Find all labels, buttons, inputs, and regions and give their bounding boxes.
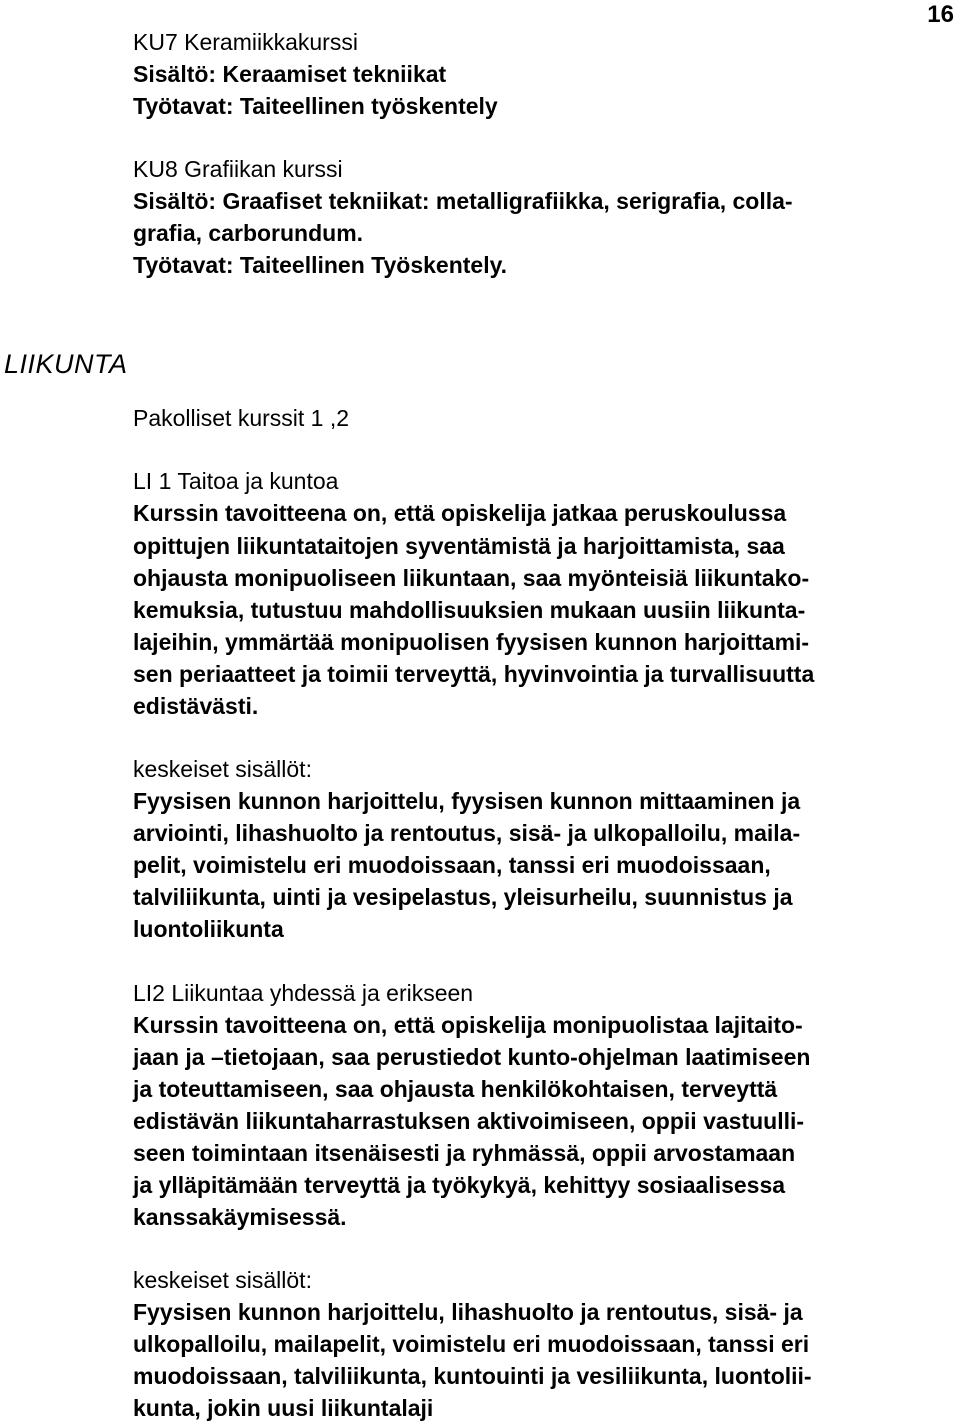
li1-goal-line: ohjausta monipuoliseen liikuntaan, saa myönteisiä liikuntako- [133, 565, 810, 591]
ku8-methods: Työtavat: Taiteellinen Työskentely. [133, 252, 508, 278]
li1-goal-line: opittujen liikuntataitojen syventämistä ja harjoittamista, saa [133, 533, 785, 559]
li1-goal-line: lajeihin, ymmärtää monipuolisen fyysisen kunnon harjoittami- [133, 629, 810, 655]
li2-goal-line: seen toimintaan itsenäisesti ja ryhmässä, oppii arvostamaan [133, 1140, 796, 1166]
li1-key-contents-line: pelit, voimistelu eri muodoissaan, tanssi eri muodoissaan, [133, 852, 771, 878]
mandatory-courses: Pakolliset kurssit 1 ,2 [133, 405, 350, 431]
li2-goal-line: edistävän liikuntaharrastuksen aktivoimiseen, oppii vastuulli- [133, 1108, 805, 1134]
li1-key-contents-line: arviointi, lihashuolto ja rentoutus, sisä- ja ulkopalloilu, maila- [133, 820, 801, 846]
page-number: 16 [927, 1, 954, 28]
li2-goal-line: kanssakäymisessä. [133, 1204, 347, 1230]
li2-key-contents-label: keskeiset sisällöt: [133, 1267, 312, 1293]
li2-goal-line: ja toteuttamiseen, saa ohjausta henkilökohtaisen, terveyttä [133, 1076, 778, 1102]
ku7-course-title: KU7 Keramiikkakurssi [133, 29, 358, 55]
li1-key-contents-line: luontoliikunta [133, 916, 284, 942]
li1-course-title: LI 1 Taitoa ja kuntoa [133, 468, 339, 494]
li1-key-contents-label: keskeiset sisällöt: [133, 756, 312, 782]
li2-key-contents-line: Fyysisen kunnon harjoittelu, lihashuolto ja rentoutus, sisä- ja [133, 1299, 803, 1325]
ku8-content-line: Sisältö: Graafiset tekniikat: metalligrafiikka, serigrafia, colla- [133, 188, 793, 214]
li2-goal-line: ja ylläpitämään terveyttä ja työkykyä, kehittyy sosiaalisessa [133, 1172, 786, 1198]
li2-goal-line: Kurssin tavoitteena on, että opiskelija monipuolistaa lajitaito- [133, 1012, 803, 1038]
li2-key-contents-line: muodoissaan, talviliikunta, kuntouinti ja vesiliikunta, luontolii- [133, 1363, 812, 1389]
li1-key-contents-line: Fyysisen kunnon harjoittelu, fyysisen kunnon mittaaminen ja [133, 788, 801, 814]
li1-goal-line: kemuksia, tutustuu mahdollisuuksien mukaan uusiin liikunta- [133, 597, 806, 623]
li2-key-contents-line: ulkopalloilu, mailapelit, voimistelu eri muodoissaan, tanssi eri [133, 1331, 810, 1357]
ku7-methods: Työtavat: Taiteellinen työskentely [133, 93, 498, 119]
section-heading-liikunta: LIIKUNTA [4, 349, 128, 379]
li1-goal-line: edistävästi. [133, 693, 259, 719]
ku8-content-line: grafia, carborundum. [133, 220, 364, 246]
ku7-content: Sisältö: Keraamiset tekniikat [133, 61, 447, 87]
li2-key-contents-line: kunta, jokin uusi liikuntalaji [133, 1395, 434, 1421]
li2-course-title: LI2 Liikuntaa yhdessä ja erikseen [133, 980, 474, 1006]
li1-key-contents-line: talviliikunta, uinti ja vesipelastus, yleisurheilu, suunnistus ja [133, 884, 793, 910]
li1-goal-line: Kurssin tavoitteena on, että opiskelija jatkaa peruskoulussa [133, 500, 787, 526]
li2-goal-line: jaan ja –tietojaan, saa perustiedot kunto-ohjelman laatimiseen [133, 1044, 811, 1070]
li1-goal-line: sen periaatteet ja toimii terveyttä, hyvinvointia ja turvallisuutta [133, 661, 815, 687]
ku8-course-title: KU8 Grafiikan kurssi [133, 156, 343, 182]
